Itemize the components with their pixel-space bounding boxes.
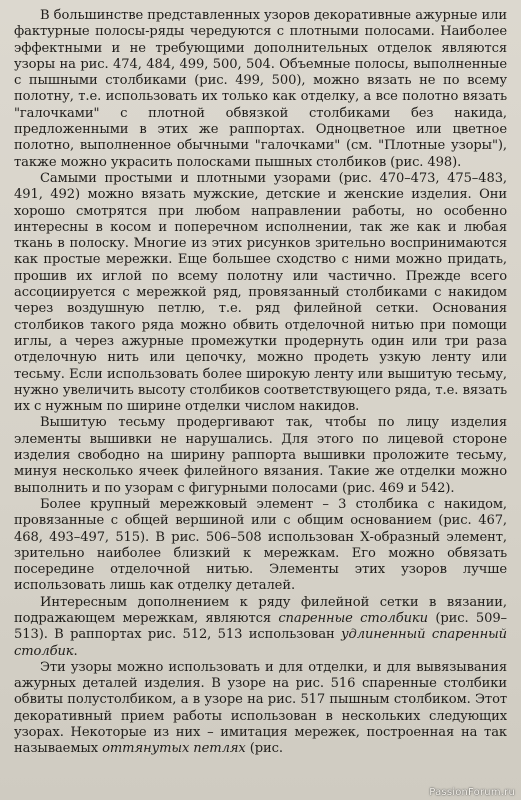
paragraph-5-text-1: Интересным дополнением к ряду филейной сетки в вязании, подражающем мережкам, являются bbox=[14, 594, 507, 626]
term-elongated-paired-stitch: удлиненный спаренный столбик bbox=[14, 627, 507, 659]
paragraph-6 bbox=[14, 660, 507, 758]
paragraph-4: Более крупный мережковый элемент – 3 столбика с накидом, провязанные с общей вершиной или с общим основанием (рис. 467, 468, 493–497, 515). В рис. 506–508 использован Х-образный элемент, зрительно наиболее близкий к мережкам. Его можно обвязать посередине отделочной нитью. Элементы этих узоров лучше использовать лишь как отделку деталей. bbox=[14, 496, 507, 594]
paragraph-2: Самыми простыми и плотными узорами (рис. 470–473, 475–483, 491, 492) можно вязать мужские, детские и женские изделия. Они хорошо смотрятся при любом направлении работы, но особенно интересны в косом и поперечном исполнении, так же как и любая ткань в полоску. Многие из этих рисунков зрительно воспринимаются как простые мережки. Еще большее сходство с ними можно придать, прошив их иглой по всему полотну или частично. Прежде всего ассоциируется с мережкой ряд, провязанный столбиками с накидом через воздушную петлю, т.е. ряд филейной сетки. Основания столбиков такого ряда можно обвить отделочной нитью при помощи иглы, а через ажурные промежутки продернуть один или три раза отделочную нить или цепочку, можно продеть узкую ленту или тесьму. Если использовать более широкую ленту или вышитую тесьму, нужно увеличить высоту столбиков соответствующего ряда, т.е. вязать их с нужным по ширине отделки числом накидов. bbox=[14, 170, 507, 415]
paragraph-3: Вышитую тесьму продергивают так, чтобы по лицу изделия элементы вышивки не нарушались. Для этого по лицевой стороне изделия свободно на ширину раппорта вышивки проложите тесьму, минуя несколько ячеек филейного вязания. Такие же отделки можно выполнить и по узорам с фигурными полосами (рис. 469 и 542). bbox=[14, 415, 507, 496]
paragraph-5-text-3: . bbox=[73, 643, 78, 659]
paragraph-5-text-2: (рис. 509–513). В раппортах рис. 512, 513 использован bbox=[14, 610, 508, 643]
paragraph-6-text-1: Эти узоры можно использовать и для отделки, и для вывязывания ажурных деталей изделия. В узоре на рис. 516 спаренные столбики обвиты полустолбиком, а в узоре на рис. 517 пышным столбиком. Этот декоративный прием работы использован в нескольких следующих узорах. Некоторые из них – имитация мережек, построенная на так называемых bbox=[14, 659, 507, 757]
term-paired-stitches: спаренные столбики bbox=[278, 610, 428, 626]
paragraph-1: В большинстве представленных узоров декоративные ажурные или фактурные полосы-ряды чередуются с плотными полосами. Наиболее эффектными и не требующими дополнительных отделок являются узоры на рис. 474, 484, 499, 500, 504. Объемные полосы, выполненные с пышными столбиками (рис. 499, 500), можно вязать не по всему полотну, т.е. использовать их только как отделку, а все полотно вязать "галочками" с плотной обвязкой столбиками без накида, предложенными в этих же раппортах. Одноцветное или цветное полотно, выполненное обычными "галочками" (см. "Плотные узоры"), также можно украсить полосками пышных столбиков (рис. 498). bbox=[14, 8, 507, 170]
term-pulled-loops: оттянутых петлях bbox=[102, 741, 246, 757]
paragraph-5 bbox=[14, 595, 507, 660]
site-watermark: PassionForum.ru bbox=[429, 787, 515, 798]
paragraph-6-text-2: (рис. bbox=[245, 741, 283, 757]
